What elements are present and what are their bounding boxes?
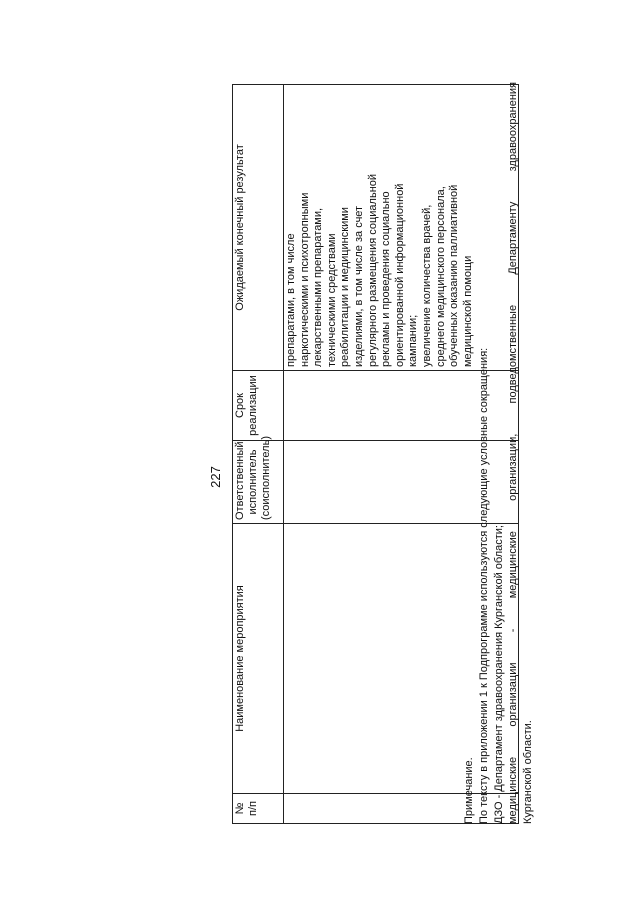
header-term-label <box>234 374 260 437</box>
header-executor-label <box>234 436 274 520</box>
result-line: реабилитации и медицинскими <box>339 207 352 367</box>
header-result <box>233 85 284 371</box>
header-term-line: реализации <box>247 375 260 436</box>
notes-intro: По тексту в приложении 1 к Подпрограмме используются следующие условные сокращения: <box>477 347 490 824</box>
header-num <box>233 794 284 824</box>
header-num-line: п/п <box>247 801 260 816</box>
header-term-line: Срок <box>234 393 246 418</box>
header-name <box>233 524 284 794</box>
header-executor <box>233 436 284 524</box>
header-num-label <box>234 797 260 820</box>
header-result-label: Ожидаемый конечный результат <box>234 144 246 311</box>
notes-block <box>462 82 536 824</box>
result-line: рекламы и проведения социально <box>380 191 393 367</box>
result-line: увеличение количества врачей, <box>420 204 433 367</box>
result-line: медицинской помощи <box>461 255 474 367</box>
result-line: ориентированной информационной <box>393 183 406 367</box>
header-executor-line: исполнитель <box>247 449 260 515</box>
result-line: регулярного размещения социальной <box>366 173 379 367</box>
header-name-label: Наименование мероприятия <box>234 585 246 732</box>
rotated-page <box>110 62 535 842</box>
header-executor-line: (соисполнитель) <box>260 436 273 520</box>
notes-abbrev-dzo: ДЗО - Департамент здравоохранения Курганской области; <box>492 525 505 824</box>
result-line: кампании; <box>407 314 420 367</box>
page-number: 227 <box>208 466 223 488</box>
header-term <box>233 371 284 441</box>
header-num-line: № <box>234 802 246 815</box>
result-line: наркотическими и психотропными <box>298 192 311 367</box>
result-line: изделиями, в том числе за счет <box>352 205 365 367</box>
table-header-row <box>233 85 284 824</box>
result-line: препаратами, в том числе <box>285 233 297 367</box>
result-line: среднего медицинского персонала, <box>434 186 447 367</box>
header-executor-line: Ответственный <box>234 441 246 520</box>
result-line: лекарственными препаратами, <box>312 207 325 367</box>
notes-abbrev-mo: медицинские организации - медицинские организации, подведомственные Департаменту здравоохранения <box>507 82 520 824</box>
notes-title: Примечание. <box>463 757 475 824</box>
result-line: обученных оказанию паллиативной <box>448 184 461 367</box>
notes-abbrev-mo-cont: Курганской области. <box>522 720 535 824</box>
result-line: техническими средствами <box>325 233 338 367</box>
